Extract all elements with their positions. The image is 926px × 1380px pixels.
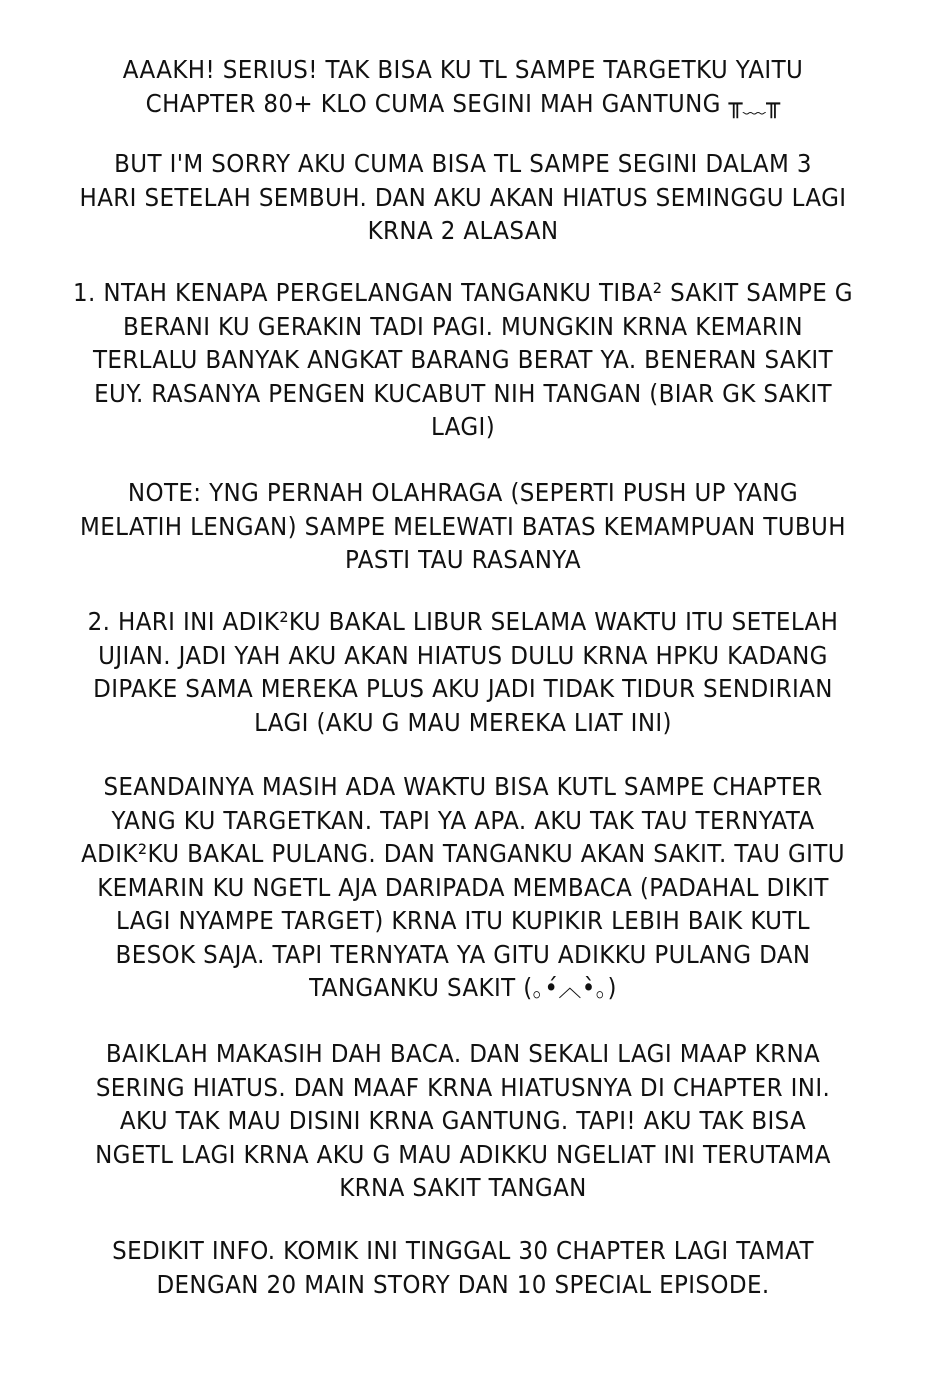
paragraph-info: SEDIKIT INFO. KOMIK INI TINGGAL 30 CHAPTER LAGI TAMAT DENGAN 20 MAIN STORY DAN 10 SPECIAL EPISODE.: [112, 1236, 814, 1299]
paragraph-apology: BUT I'M SORRY AKU CUMA BISA TL SAMPE SEGINI DALAM 3 HARI SETELAH SEMBUH. DAN AKU AKAN HIATUS SEMINGGU LAGI KRNA 2 ALASAN: [79, 149, 847, 245]
paragraph-closing: BAIKLAH MAKASIH DAH BACA. DAN SEKALI LAGI MAAP KRNA SERING HIATUS. DAN MAAF KRNA HIATUSNYA DI CHAPTER INI. AKU TAK MAU DISINI KRNA GANTUNG. TAPI! AKU TAK BISA NGETL LAGI KRNA AKU G MAU ADIKKU NGELIAT INI TERUTAMA KRNA SAKIT TANGAN: [95, 1039, 831, 1202]
paragraph-reason-1: 1. NTAH KENAPA PERGELANGAN TANGANKU TIBA² SAKIT SAMPE G BERANI KU GERAKIN TADI PAGI. MUNGKIN KRNA KEMARIN TERLALU BANYAK ANGKAT BARANG BERAT YA. BENERAN SAKIT EUY. RASANYA PENGEN KUCABUT NIH TANGAN (BIAR GK SAKIT LAGI): [73, 278, 853, 441]
paragraph-note: NOTE: YNG PERNAH OLAHRAGA (SEPERTI PUSH UP YANG MELATIH LENGAN) SAMPE MELEWATI BATAS KEMAMPUAN TUBUH PASTI TAU RASANYA: [80, 478, 846, 574]
paragraph-intro: AAAKH! SERIUS! TAK BISA KU TL SAMPE TARGETKU YAITU CHAPTER 80+ KLO CUMA SEGINI MAH GANTUNG ╥﹏╥: [122, 55, 804, 118]
paragraph-explanation: SEANDAINYA MASIH ADA WAKTU BISA KUTL SAMPE CHAPTER YANG KU TARGETKAN. TAPI YA APA. AKU TAK TAU TERNYATA ADIK²KU BAKAL PULANG. DAN TANGANKU AKAN SAKIT. TAU GITU KEMARIN KU NGETL AJA DARIPADA MEMBACA (PADAHAL DIKIT LAGI NYAMPE TARGET) KRNA ITU KUPIKIR LEBIH BAIK KUTL BESOK SAJA. TAPI TERNYATA YA GITU ADIKKU PULANG DAN TANGANKU SAKIT (｡•́︿•̀｡): [81, 772, 845, 1002]
paragraph-reason-2: 2. HARI INI ADIK²KU BAKAL LIBUR SELAMA WAKTU ITU SETELAH UJIAN. JADI YAH AKU AKAN HIATUS DULU KRNA HPKU KADANG DIPAKE SAMA MEREKA PLUS AKU JADI TIDAK TIDUR SENDIRIAN LAGI (AKU G MAU MEREKA LIAT INI): [87, 607, 839, 737]
